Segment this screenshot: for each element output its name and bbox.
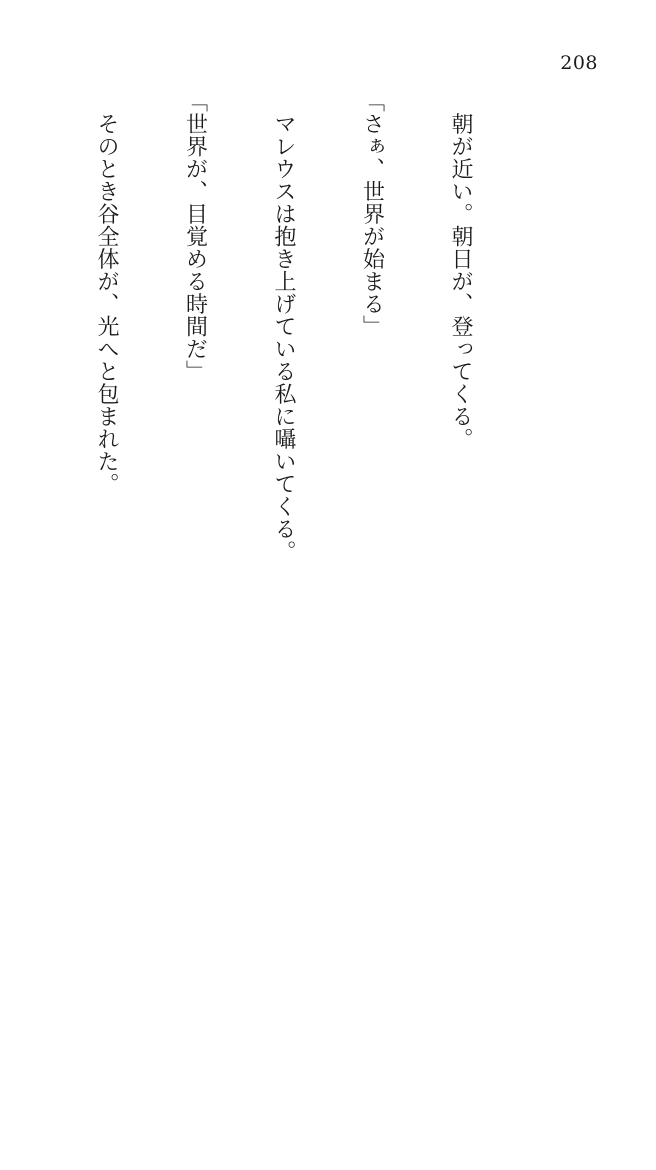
text-line: 「さぁ、世界が始まる」 <box>359 90 385 338</box>
body-text <box>0 90 534 880</box>
text-line: 「世界が、目覚める時間だ」 <box>182 90 208 383</box>
text-line: そのとき谷全体が、光へと包まれた。 <box>94 90 119 495</box>
page-number: 208 <box>560 52 598 74</box>
text-line: マレウスは抱き上げている私に囁いてくる。 <box>271 90 296 563</box>
text-line: 朝が近い。朝日が、登ってくる。 <box>448 90 473 450</box>
